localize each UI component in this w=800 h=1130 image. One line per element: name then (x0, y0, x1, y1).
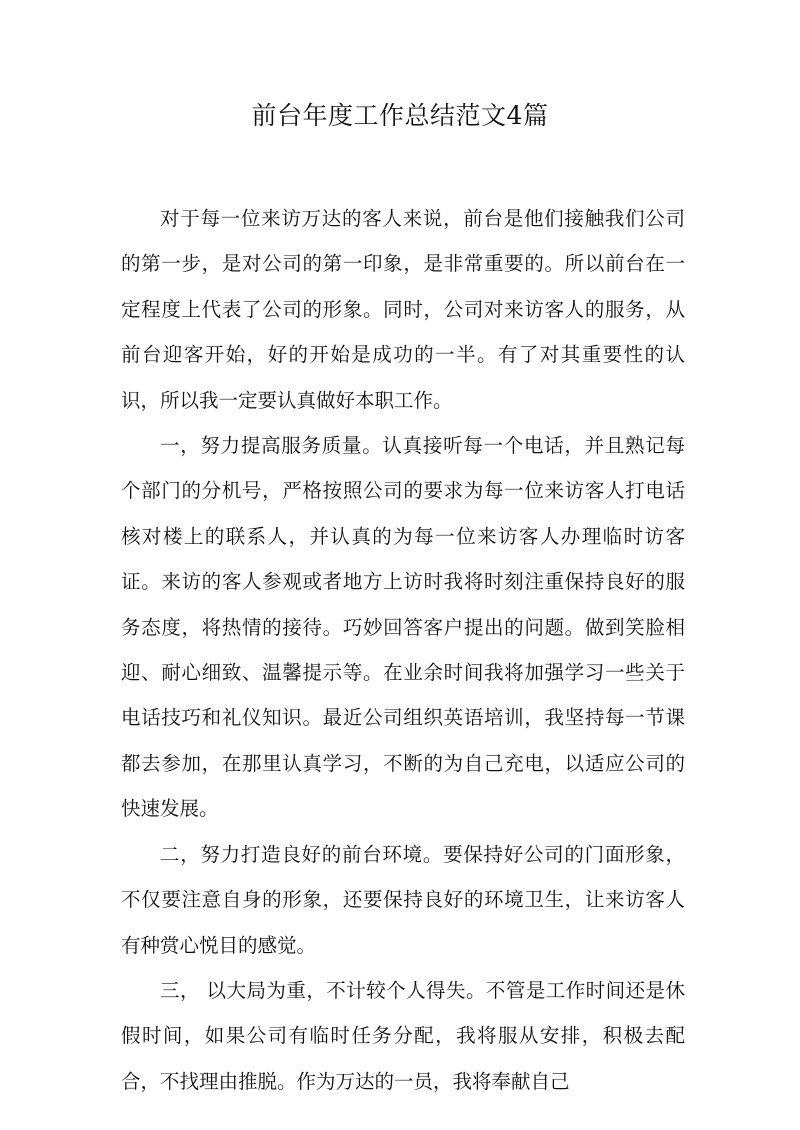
document-body (121, 196, 685, 1104)
paragraph-service-quality: 一，努力提高服务质量。认真接听每一个电话，并且熟记每个部门的分机号，严格按照公司的要求为每一位来访客人打电话核对楼上的联系人，并认真的为每一位来访客人办理临时访客证。来访的客人参观或者地方上访时我将时刻注重保持良好的服务态度，将热情的接待。巧妙回答客户提出的问题。做到笑脸相迎、耐心细致、温馨提示等。在业余时间我将加强学习一些关于电话技巧和礼仪知识。最近公司组织英语培训，我坚持每一节课都去参加，在那里认真学习，不断的为自己充电，以适应公司的快速发展。 (121, 434, 685, 821)
document-title: 前台年度工作总结范文4篇 (251, 101, 549, 130)
paragraph-big-picture: 三， 以大局为重，不计较个人得失。不管是工作时间还是休假时间，如果公司有临时任务分配，我将服从安排，积极去配合，不找理由推脱。作为万达的一员，我将奉献自己 (121, 978, 685, 1093)
paragraph-intro: 对于每一位来访万达的客人来说，前台是他们接触我们公司的第一步，是对公司的第一印象，是非常重要的。所以前台在一定程度上代表了公司的形象。同时，公司对来访客人的服务，从前台迎客开始，好的开始是成功的一半。有了对其重要性的认识，所以我一定要认真做好本职工作。 (121, 207, 685, 412)
paragraph-front-desk-environment: 二，努力打造良好的前台环境。要保持好公司的门面形象，不仅要注意自身的形象，还要保持良好的环境卫生，让来访客人有种赏心悦目的感觉。 (121, 842, 685, 957)
